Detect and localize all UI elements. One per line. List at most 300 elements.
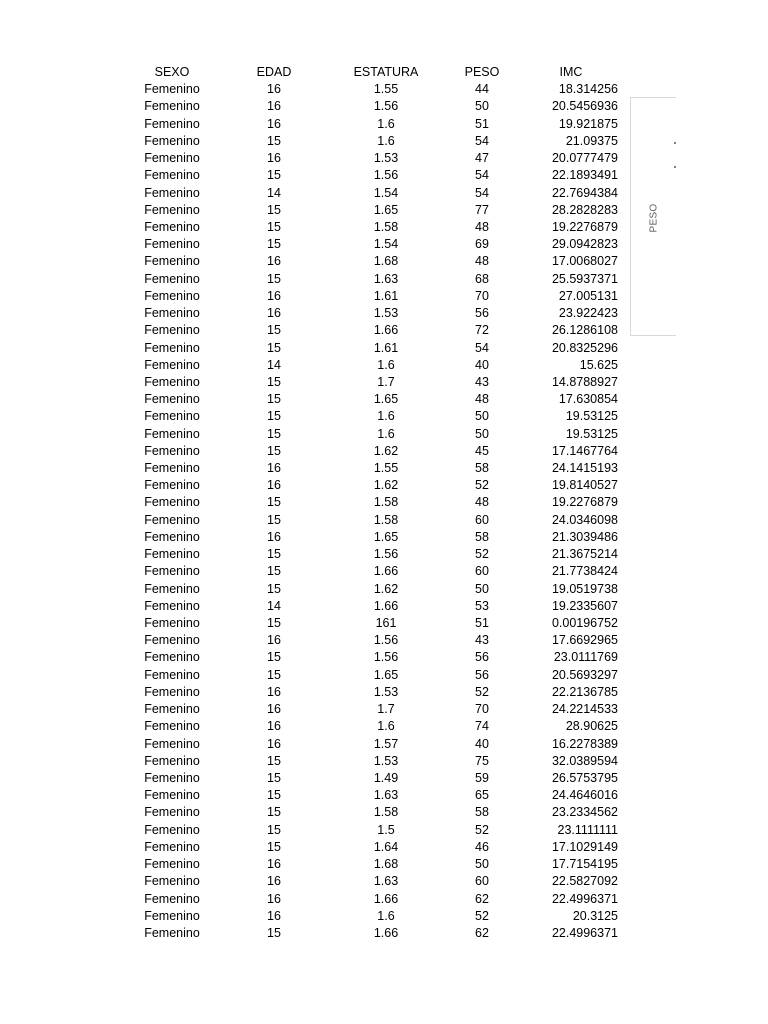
cell-peso[interactable]: 60 xyxy=(475,564,489,579)
cell-edad[interactable]: 15 xyxy=(267,133,281,148)
table-row xyxy=(128,185,618,202)
cell-imc[interactable]: 23.2334562 xyxy=(551,805,618,820)
cell-sexo[interactable]: Femenino xyxy=(144,581,200,596)
cell-edad[interactable]: 15 xyxy=(267,925,281,940)
cell-sexo[interactable]: Femenino xyxy=(144,133,200,148)
cell-edad[interactable]: 15 xyxy=(267,616,281,630)
cell-sexo[interactable]: Femenino xyxy=(144,168,200,183)
cell-peso[interactable]: 52 xyxy=(475,684,489,699)
cell-edad[interactable]: 16 xyxy=(267,874,281,889)
cell-imc[interactable]: 23.1111111 xyxy=(557,822,618,837)
cell-peso[interactable]: 51 xyxy=(475,116,489,131)
cell-sexo[interactable]: Femenino xyxy=(144,667,200,682)
cell-imc[interactable]: 22.4996371 xyxy=(551,925,618,940)
cell-sexo[interactable]: Femenino xyxy=(144,392,200,407)
cell-estatura[interactable]: 1.56 xyxy=(373,650,399,665)
cell-edad[interactable]: 14 xyxy=(267,185,281,200)
cell-peso[interactable]: 58 xyxy=(475,805,489,820)
table-row xyxy=(128,374,618,391)
cell-sexo[interactable]: Femenino xyxy=(144,891,200,906)
cell-edad[interactable]: 15 xyxy=(267,392,281,407)
cell-peso[interactable]: 72 xyxy=(475,323,489,338)
page-edge-mask xyxy=(676,90,768,350)
cell-estatura[interactable]: 1.62 xyxy=(373,443,399,458)
cell-edad[interactable]: 15 xyxy=(267,547,281,562)
cell-estatura[interactable]: 1.54 xyxy=(373,185,399,200)
cell-estatura[interactable]: 1.7 xyxy=(377,374,395,389)
cell-sexo[interactable]: Femenino xyxy=(144,564,200,579)
cell-imc[interactable]: 21.7738424 xyxy=(551,564,618,579)
cell-sexo[interactable]: Femenino xyxy=(144,202,200,217)
cell-estatura[interactable]: 1.6 xyxy=(377,908,395,923)
cell-estatura[interactable]: 1.65 xyxy=(373,392,399,407)
cell-edad[interactable]: 16 xyxy=(267,736,281,751)
cell-peso[interactable]: 58 xyxy=(475,529,489,544)
table-row xyxy=(128,615,618,632)
cell-edad[interactable]: 16 xyxy=(267,82,281,97)
cell-edad[interactable]: 15 xyxy=(267,340,281,355)
cell-sexo[interactable]: Femenino xyxy=(144,478,200,493)
cell-peso[interactable]: 40 xyxy=(475,736,489,751)
cell-peso[interactable]: 54 xyxy=(475,340,489,355)
cell-sexo[interactable]: Femenino xyxy=(144,237,200,252)
table-row xyxy=(128,804,618,821)
cell-edad[interactable]: 15 xyxy=(267,788,281,803)
cell-sexo[interactable]: Femenino xyxy=(144,512,200,527)
cell-estatura[interactable]: 1.65 xyxy=(373,529,399,544)
cell-peso[interactable]: 43 xyxy=(475,374,489,389)
cell-sexo[interactable]: Femenino xyxy=(144,151,200,166)
cell-imc[interactable]: 27.005131 xyxy=(558,288,618,303)
cell-peso[interactable]: 43 xyxy=(475,633,489,648)
cell-estatura[interactable]: 1.65 xyxy=(373,202,399,217)
cell-sexo[interactable]: Femenino xyxy=(144,822,200,837)
cell-peso[interactable]: 45 xyxy=(475,443,489,458)
cell-peso[interactable]: 48 xyxy=(475,392,489,407)
table-row xyxy=(128,512,618,529)
table-row xyxy=(128,787,618,804)
cell-estatura[interactable]: 1.66 xyxy=(373,925,399,940)
cell-edad[interactable]: 15 xyxy=(267,512,281,527)
cell-estatura[interactable]: 1.6 xyxy=(377,116,395,131)
cell-peso[interactable]: 50 xyxy=(475,857,489,872)
cell-imc[interactable]: 22.4996371 xyxy=(551,891,618,906)
cell-edad[interactable]: 16 xyxy=(267,478,281,493)
table-row xyxy=(128,736,618,753)
header-edad[interactable]: EDAD xyxy=(256,65,292,79)
cell-edad[interactable]: 15 xyxy=(267,564,281,579)
cell-estatura[interactable]: 1.58 xyxy=(373,495,399,510)
table-row xyxy=(128,460,618,477)
cell-peso[interactable]: 52 xyxy=(475,547,489,562)
cell-peso[interactable]: 60 xyxy=(475,874,489,889)
cell-edad[interactable]: 15 xyxy=(267,409,281,424)
cell-estatura[interactable]: 1.5 xyxy=(377,822,395,837)
cell-peso[interactable]: 44 xyxy=(475,82,489,97)
cell-peso[interactable]: 40 xyxy=(475,357,489,372)
table-row xyxy=(128,822,618,839)
cell-peso[interactable]: 50 xyxy=(475,99,489,114)
cell-imc[interactable]: 19.53125 xyxy=(565,426,618,441)
cell-edad[interactable]: 15 xyxy=(267,495,281,510)
cell-peso[interactable]: 62 xyxy=(475,925,489,940)
cell-sexo[interactable]: Femenino xyxy=(144,340,200,355)
cell-estatura[interactable]: 1.54 xyxy=(373,237,399,252)
cell-sexo[interactable]: Femenino xyxy=(144,805,200,820)
cell-sexo[interactable]: Femenino xyxy=(144,529,200,544)
cell-estatura[interactable]: 1.65 xyxy=(373,667,399,682)
cell-imc[interactable]: 24.4646016 xyxy=(551,788,618,803)
cell-imc[interactable]: 32.0389594 xyxy=(551,753,618,768)
cell-peso[interactable]: 47 xyxy=(475,151,489,166)
cell-estatura[interactable]: 1.62 xyxy=(373,478,399,493)
table-row xyxy=(128,340,618,357)
cell-estatura[interactable]: 1.58 xyxy=(373,512,399,527)
cell-edad[interactable]: 16 xyxy=(267,99,281,114)
cell-estatura[interactable]: 1.61 xyxy=(373,340,399,355)
table-row xyxy=(128,116,618,133)
cell-sexo[interactable]: Femenino xyxy=(144,650,200,665)
cell-sexo[interactable]: Femenino xyxy=(144,702,200,717)
cell-edad[interactable]: 16 xyxy=(267,891,281,906)
cell-estatura[interactable]: 1.53 xyxy=(373,684,399,699)
header-imc[interactable]: IMC xyxy=(559,65,583,79)
table-row xyxy=(128,563,618,580)
cell-sexo[interactable]: Femenino xyxy=(144,271,200,286)
cell-peso[interactable]: 77 xyxy=(475,202,489,217)
cell-estatura[interactable]: 1.7 xyxy=(377,702,395,717)
cell-estatura[interactable]: 1.56 xyxy=(373,168,399,183)
cell-estatura[interactable]: 1.61 xyxy=(373,288,399,303)
cell-imc[interactable]: 19.8140527 xyxy=(551,478,618,493)
header-sexo[interactable]: SEXO xyxy=(154,65,190,79)
cell-estatura[interactable]: 1.55 xyxy=(373,461,399,476)
cell-peso[interactable]: 48 xyxy=(475,254,489,269)
cell-edad[interactable]: 15 xyxy=(267,271,281,286)
cell-peso[interactable]: 48 xyxy=(475,495,489,510)
cell-peso[interactable]: 59 xyxy=(475,770,489,785)
cell-sexo[interactable]: Femenino xyxy=(144,306,200,321)
table-row xyxy=(128,632,618,649)
cell-peso[interactable]: 54 xyxy=(475,133,489,148)
cell-estatura[interactable]: 1.56 xyxy=(373,633,399,648)
cell-imc[interactable]: 28.2828283 xyxy=(551,202,618,217)
cell-edad[interactable]: 16 xyxy=(267,857,281,872)
cell-peso[interactable]: 52 xyxy=(475,822,489,837)
cell-sexo[interactable]: Femenino xyxy=(144,374,200,389)
cell-sexo[interactable]: Femenino xyxy=(144,547,200,562)
cell-sexo[interactable]: Femenino xyxy=(144,908,200,923)
cell-estatura[interactable]: 1.66 xyxy=(373,891,399,906)
table-row xyxy=(128,357,618,374)
table-row xyxy=(128,908,618,925)
cell-edad[interactable]: 15 xyxy=(267,805,281,820)
table-row xyxy=(128,598,618,615)
cell-estatura[interactable]: 161 xyxy=(375,616,397,630)
cell-edad[interactable]: 15 xyxy=(267,202,281,217)
cell-edad[interactable]: 15 xyxy=(267,443,281,458)
cell-peso[interactable]: 70 xyxy=(475,702,489,717)
cell-estatura[interactable]: 1.66 xyxy=(373,598,399,613)
cell-sexo[interactable]: Femenino xyxy=(144,633,200,648)
cell-peso[interactable]: 62 xyxy=(475,891,489,906)
cell-estatura[interactable]: 1.63 xyxy=(373,271,399,286)
cell-edad[interactable]: 15 xyxy=(267,219,281,234)
cell-imc[interactable]: 14.8788927 xyxy=(551,374,618,389)
cell-peso[interactable]: 69 xyxy=(475,237,489,252)
cell-imc[interactable]: 24.1415193 xyxy=(551,461,618,476)
cell-imc[interactable]: 18.314256 xyxy=(558,82,618,97)
cell-peso[interactable]: 54 xyxy=(475,185,489,200)
cell-imc[interactable]: 20.8325296 xyxy=(551,340,618,355)
cell-estatura[interactable]: 1.6 xyxy=(377,409,395,424)
cell-imc[interactable]: 16.2278389 xyxy=(551,736,618,751)
cell-edad[interactable]: 14 xyxy=(267,357,281,372)
table-row xyxy=(128,391,618,408)
table-row xyxy=(128,236,618,253)
cell-estatura[interactable]: 1.58 xyxy=(373,805,399,820)
cell-peso[interactable]: 60 xyxy=(475,512,489,527)
cell-sexo[interactable]: Femenino xyxy=(144,323,200,338)
cell-imc[interactable]: 26.1286108 xyxy=(551,323,618,338)
cell-sexo[interactable]: Femenino xyxy=(144,616,200,630)
table-row xyxy=(128,546,618,563)
table-row xyxy=(128,581,618,598)
cell-edad[interactable]: 15 xyxy=(267,822,281,837)
cell-edad[interactable]: 15 xyxy=(267,770,281,785)
cell-estatura[interactable]: 1.68 xyxy=(373,857,399,872)
cell-edad[interactable]: 16 xyxy=(267,719,281,734)
cell-peso[interactable]: 50 xyxy=(475,581,489,596)
cell-estatura[interactable]: 1.56 xyxy=(373,547,399,562)
cell-imc[interactable]: 19.921875 xyxy=(558,116,618,131)
cell-peso[interactable]: 52 xyxy=(475,908,489,923)
cell-peso[interactable]: 75 xyxy=(475,753,489,768)
cell-imc[interactable]: 17.630854 xyxy=(558,392,618,407)
cell-peso[interactable]: 51 xyxy=(475,616,489,630)
cell-peso[interactable]: 74 xyxy=(475,719,489,734)
cell-estatura[interactable]: 1.68 xyxy=(373,254,399,269)
cell-peso[interactable]: 50 xyxy=(475,409,489,424)
cell-imc[interactable]: 23.922423 xyxy=(558,306,618,321)
cell-imc[interactable]: 19.53125 xyxy=(565,409,618,424)
cell-peso[interactable]: 68 xyxy=(475,271,489,286)
table-row xyxy=(128,202,618,219)
cell-peso[interactable]: 56 xyxy=(475,667,489,682)
cell-peso[interactable]: 70 xyxy=(475,288,489,303)
cell-edad[interactable]: 15 xyxy=(267,581,281,596)
cell-edad[interactable]: 16 xyxy=(267,306,281,321)
cell-sexo[interactable]: Femenino xyxy=(144,99,200,114)
cell-sexo[interactable]: Femenino xyxy=(144,461,200,476)
cell-peso[interactable]: 46 xyxy=(475,839,489,854)
cell-estatura[interactable]: 1.6 xyxy=(377,426,395,441)
cell-estatura[interactable]: 1.62 xyxy=(373,581,399,596)
cell-sexo[interactable]: Femenino xyxy=(144,684,200,699)
table-row xyxy=(128,839,618,856)
cell-sexo[interactable]: Femenino xyxy=(144,857,200,872)
table-body xyxy=(128,81,618,942)
header-estatura[interactable]: ESTATURA xyxy=(353,65,419,79)
cell-peso[interactable]: 58 xyxy=(475,461,489,476)
table-row xyxy=(128,219,618,236)
cell-estatura[interactable]: 1.49 xyxy=(373,770,399,785)
cell-edad[interactable]: 14 xyxy=(267,598,281,613)
cell-estatura[interactable]: 1.63 xyxy=(373,874,399,889)
cell-sexo[interactable]: Femenino xyxy=(144,719,200,734)
cell-imc[interactable]: 22.7694384 xyxy=(551,185,618,200)
cell-sexo[interactable]: Femenino xyxy=(144,219,200,234)
cell-peso[interactable]: 50 xyxy=(475,426,489,441)
cell-peso[interactable]: 65 xyxy=(475,788,489,803)
table-row xyxy=(128,271,618,288)
cell-edad[interactable]: 15 xyxy=(267,374,281,389)
cell-edad[interactable]: 16 xyxy=(267,684,281,699)
cell-estatura[interactable]: 1.53 xyxy=(373,753,399,768)
cell-peso[interactable]: 53 xyxy=(475,598,489,613)
cell-estatura[interactable]: 1.6 xyxy=(377,357,395,372)
cell-edad[interactable]: 15 xyxy=(267,168,281,183)
cell-edad[interactable]: 16 xyxy=(267,529,281,544)
cell-estatura[interactable]: 1.63 xyxy=(373,788,399,803)
cell-imc[interactable]: 26.5753795 xyxy=(551,770,618,785)
table-row xyxy=(128,167,618,184)
cell-peso[interactable]: 56 xyxy=(475,306,489,321)
cell-imc[interactable]: 22.2136785 xyxy=(551,684,618,699)
cell-estatura[interactable]: 1.53 xyxy=(373,306,399,321)
table-row xyxy=(128,426,618,443)
table-row xyxy=(128,684,618,701)
cell-imc[interactable]: 20.0777479 xyxy=(551,151,618,166)
table-row xyxy=(128,649,618,666)
cell-estatura[interactable]: 1.66 xyxy=(373,323,399,338)
cell-sexo[interactable]: Femenino xyxy=(144,753,200,768)
cell-edad[interactable]: 15 xyxy=(267,753,281,768)
table-row xyxy=(128,322,618,339)
cell-imc[interactable]: 19.2335607 xyxy=(551,598,618,613)
table-row xyxy=(128,873,618,890)
cell-imc[interactable]: 24.2214533 xyxy=(551,702,618,717)
cell-edad[interactable]: 16 xyxy=(267,151,281,166)
cell-edad[interactable]: 15 xyxy=(267,667,281,682)
cell-edad[interactable]: 16 xyxy=(267,461,281,476)
cell-sexo[interactable]: Femenino xyxy=(144,357,200,372)
cell-imc[interactable]: 17.0068027 xyxy=(551,254,618,269)
cell-peso[interactable]: 52 xyxy=(475,478,489,493)
cell-sexo[interactable]: Femenino xyxy=(144,495,200,510)
cell-sexo[interactable]: Femenino xyxy=(144,443,200,458)
cell-sexo[interactable]: Femenino xyxy=(144,288,200,303)
cell-sexo[interactable]: Femenino xyxy=(144,82,200,97)
cell-imc[interactable]: 0.00196752 xyxy=(551,616,618,630)
cell-imc[interactable]: 24.0346098 xyxy=(551,512,618,527)
cell-imc[interactable]: 19.2276879 xyxy=(551,495,618,510)
cell-sexo[interactable]: Femenino xyxy=(144,770,200,785)
table-row xyxy=(128,494,618,511)
cell-edad[interactable]: 15 xyxy=(267,323,281,338)
table-row xyxy=(128,150,618,167)
cell-peso[interactable]: 56 xyxy=(475,650,489,665)
header-row xyxy=(128,64,618,81)
table-row xyxy=(128,529,618,546)
cell-estatura[interactable]: 1.66 xyxy=(373,564,399,579)
table-row xyxy=(128,408,618,425)
cell-estatura[interactable]: 1.6 xyxy=(377,133,395,148)
header-peso[interactable]: PESO xyxy=(464,65,500,79)
cell-sexo[interactable]: Femenino xyxy=(144,788,200,803)
cell-imc[interactable]: 20.3125 xyxy=(572,908,618,923)
cell-imc[interactable]: 17.7154195 xyxy=(551,857,618,872)
table-row xyxy=(128,98,618,115)
cell-imc[interactable]: 19.2276879 xyxy=(551,219,618,234)
cell-sexo[interactable]: Femenino xyxy=(144,254,200,269)
cell-sexo[interactable]: Femenino xyxy=(144,839,200,854)
cell-sexo[interactable]: Femenino xyxy=(144,185,200,200)
cell-imc[interactable]: 28.90625 xyxy=(565,719,618,734)
cell-estatura[interactable]: 1.6 xyxy=(377,719,395,734)
cell-sexo[interactable]: Femenino xyxy=(144,409,200,424)
cell-imc[interactable]: 17.1029149 xyxy=(551,839,618,854)
cell-edad[interactable]: 15 xyxy=(267,839,281,854)
cell-imc[interactable]: 22.1893491 xyxy=(551,168,618,183)
cell-edad[interactable]: 15 xyxy=(267,426,281,441)
cell-edad[interactable]: 16 xyxy=(267,702,281,717)
chart-axis-label: PESO xyxy=(648,203,660,233)
cell-peso[interactable]: 54 xyxy=(475,168,489,183)
cell-edad[interactable]: 16 xyxy=(267,254,281,269)
cell-imc[interactable]: 20.5456936 xyxy=(551,99,618,114)
cell-sexo[interactable]: Femenino xyxy=(144,925,200,940)
cell-estatura[interactable]: 1.55 xyxy=(373,82,399,97)
cell-imc[interactable]: 19.0519738 xyxy=(551,581,618,596)
cell-estatura[interactable]: 1.53 xyxy=(373,151,399,166)
cell-sexo[interactable]: Femenino xyxy=(144,736,200,751)
table-row xyxy=(128,253,618,270)
cell-imc[interactable]: 17.6692965 xyxy=(551,633,618,648)
cell-imc[interactable]: 21.3039486 xyxy=(551,529,618,544)
cell-estatura[interactable]: 1.56 xyxy=(373,99,399,114)
cell-imc[interactable]: 20.5693297 xyxy=(551,667,618,682)
cell-edad[interactable]: 15 xyxy=(267,650,281,665)
table-row xyxy=(128,925,618,942)
cell-edad[interactable]: 16 xyxy=(267,633,281,648)
table-row xyxy=(128,477,618,494)
cell-estatura[interactable]: 1.64 xyxy=(373,839,399,854)
cell-estatura[interactable]: 1.58 xyxy=(373,219,399,234)
cell-imc[interactable]: 15.625 xyxy=(579,357,618,372)
cell-sexo[interactable]: Femenino xyxy=(144,598,200,613)
cell-edad[interactable]: 16 xyxy=(267,288,281,303)
cell-imc[interactable]: 17.1467764 xyxy=(551,443,618,458)
cell-edad[interactable]: 16 xyxy=(267,908,281,923)
cell-imc[interactable]: 25.5937371 xyxy=(551,271,618,286)
table-row xyxy=(128,856,618,873)
cell-imc[interactable]: 29.0942823 xyxy=(551,237,618,252)
cell-sexo[interactable]: Femenino xyxy=(144,874,200,889)
cell-peso[interactable]: 48 xyxy=(475,219,489,234)
table-row xyxy=(128,770,618,787)
cell-edad[interactable]: 16 xyxy=(267,116,281,131)
cell-imc[interactable]: 23.0111769 xyxy=(553,650,618,665)
cell-sexo[interactable]: Femenino xyxy=(144,116,200,131)
cell-edad[interactable]: 15 xyxy=(267,237,281,252)
table-row xyxy=(128,305,618,322)
cell-imc[interactable]: 22.5827092 xyxy=(551,874,618,889)
cell-imc[interactable]: 21.3675214 xyxy=(551,547,618,562)
cell-sexo[interactable]: Femenino xyxy=(144,426,200,441)
cell-imc[interactable]: 21.09375 xyxy=(565,133,618,148)
cell-estatura[interactable]: 1.57 xyxy=(373,736,399,751)
